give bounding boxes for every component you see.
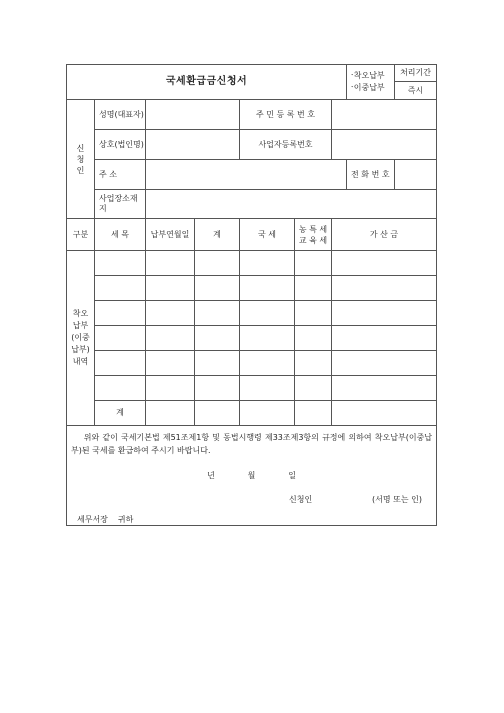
name-field[interactable] — [146, 100, 240, 130]
total-cell[interactable] — [240, 401, 295, 426]
detail-cell[interactable] — [146, 301, 195, 326]
detail-cell[interactable] — [332, 276, 437, 301]
phone-label: 전 화 번 호 — [347, 160, 395, 190]
detail-cell[interactable] — [240, 251, 295, 276]
company-label: 상호(법인명) — [95, 130, 146, 160]
resident-no-field[interactable] — [332, 100, 437, 130]
statement-cell — [67, 426, 437, 526]
honorific: 귀하 — [117, 515, 134, 524]
tax-refund-application-form — [66, 64, 437, 526]
recipient: 세무서장 — [77, 515, 108, 524]
detail-cell[interactable] — [95, 351, 146, 376]
tax-item-header: 세 목 — [95, 219, 146, 251]
total-cell[interactable] — [146, 401, 195, 426]
address-label: 주 소 — [95, 160, 146, 190]
date-year: 년 — [207, 471, 215, 480]
processing-period-label: 처리기간 — [395, 65, 436, 82]
detail-cell[interactable] — [95, 326, 146, 351]
refund-type-option-1[interactable]: ˑ착오납부 — [351, 71, 385, 80]
form-title: 국세환급금신청서 — [165, 76, 248, 87]
detail-cell[interactable] — [146, 376, 195, 401]
recipient-line — [67, 515, 436, 525]
detail-cell[interactable] — [295, 276, 332, 301]
detail-cell[interactable] — [195, 376, 240, 401]
processing-period-value: 즉시 — [407, 86, 424, 95]
detail-cell[interactable] — [195, 276, 240, 301]
date-day: 일 — [288, 471, 296, 480]
detail-cell[interactable] — [240, 376, 295, 401]
detail-cell[interactable] — [95, 251, 146, 276]
category-header: 구분 — [67, 219, 95, 251]
total-row-label: 계 — [95, 401, 146, 426]
detail-cell[interactable] — [146, 276, 195, 301]
detail-cell[interactable] — [95, 301, 146, 326]
total-cell[interactable] — [332, 401, 437, 426]
detail-cell[interactable] — [332, 351, 437, 376]
address-field[interactable] — [146, 160, 347, 190]
resident-no-label: 주 민 등 록 번 호 — [240, 100, 332, 130]
detail-cell[interactable] — [195, 251, 240, 276]
detail-cell[interactable] — [146, 326, 195, 351]
detail-cell[interactable] — [332, 326, 437, 351]
form-title-cell — [67, 65, 347, 100]
detail-cell[interactable] — [295, 326, 332, 351]
total-cell[interactable] — [295, 401, 332, 426]
total-header: 계 — [195, 219, 240, 251]
statement-text: 위와 같이 국세기본법 제51조제1항 및 동법시행령 제33조제3항의 규정에 의하여 착오납부(이중납부)된 국세를 환급하여 주시기 바랍니다. — [71, 433, 433, 455]
total-cell[interactable] — [195, 401, 240, 426]
detail-cell[interactable] — [240, 326, 295, 351]
sign-instruction[interactable]: (서명 또는 인) — [372, 495, 422, 504]
date-month: 월 — [247, 471, 256, 480]
business-no-field[interactable] — [332, 130, 437, 160]
detail-cell[interactable] — [95, 376, 146, 401]
detail-cell[interactable] — [295, 301, 332, 326]
detail-cell[interactable] — [332, 376, 437, 401]
detail-cell[interactable] — [95, 276, 146, 301]
processing-period-cell — [395, 65, 437, 100]
penalty-header: 가 산 금 — [332, 219, 437, 251]
detail-cell[interactable] — [240, 301, 295, 326]
detail-section-label: 착오납부(이중납부)내역 — [67, 251, 95, 426]
signer-label: 신청인 — [289, 495, 313, 504]
detail-cell[interactable] — [195, 301, 240, 326]
national-tax-header: 국 세 — [240, 219, 295, 251]
company-field[interactable] — [146, 130, 240, 160]
detail-cell[interactable] — [240, 351, 295, 376]
signature-line — [67, 495, 436, 509]
name-label: 성명(대표자) — [95, 100, 146, 130]
applicant-section-label: 신청인 — [67, 100, 95, 219]
phone-field[interactable] — [395, 160, 437, 190]
business-location-field[interactable] — [146, 190, 437, 219]
detail-cell[interactable] — [332, 251, 437, 276]
refund-type-cell — [347, 65, 395, 100]
date-line — [67, 471, 436, 481]
business-location-label: 사업장소재지 — [95, 190, 146, 219]
detail-cell[interactable] — [295, 351, 332, 376]
detail-cell[interactable] — [146, 251, 195, 276]
detail-cell[interactable] — [332, 301, 437, 326]
detail-cell[interactable] — [295, 376, 332, 401]
business-no-label: 사업자등록번호 — [240, 130, 332, 160]
payment-date-header: 납부연월일 — [146, 219, 195, 251]
refund-type-option-2[interactable]: ˑ이중납부 — [351, 83, 385, 92]
detail-cell[interactable] — [240, 276, 295, 301]
surtax-header: 농 특 세 교 육 세 — [295, 219, 332, 251]
detail-cell[interactable] — [146, 351, 195, 376]
detail-cell[interactable] — [195, 351, 240, 376]
detail-cell[interactable] — [295, 251, 332, 276]
detail-cell[interactable] — [195, 326, 240, 351]
